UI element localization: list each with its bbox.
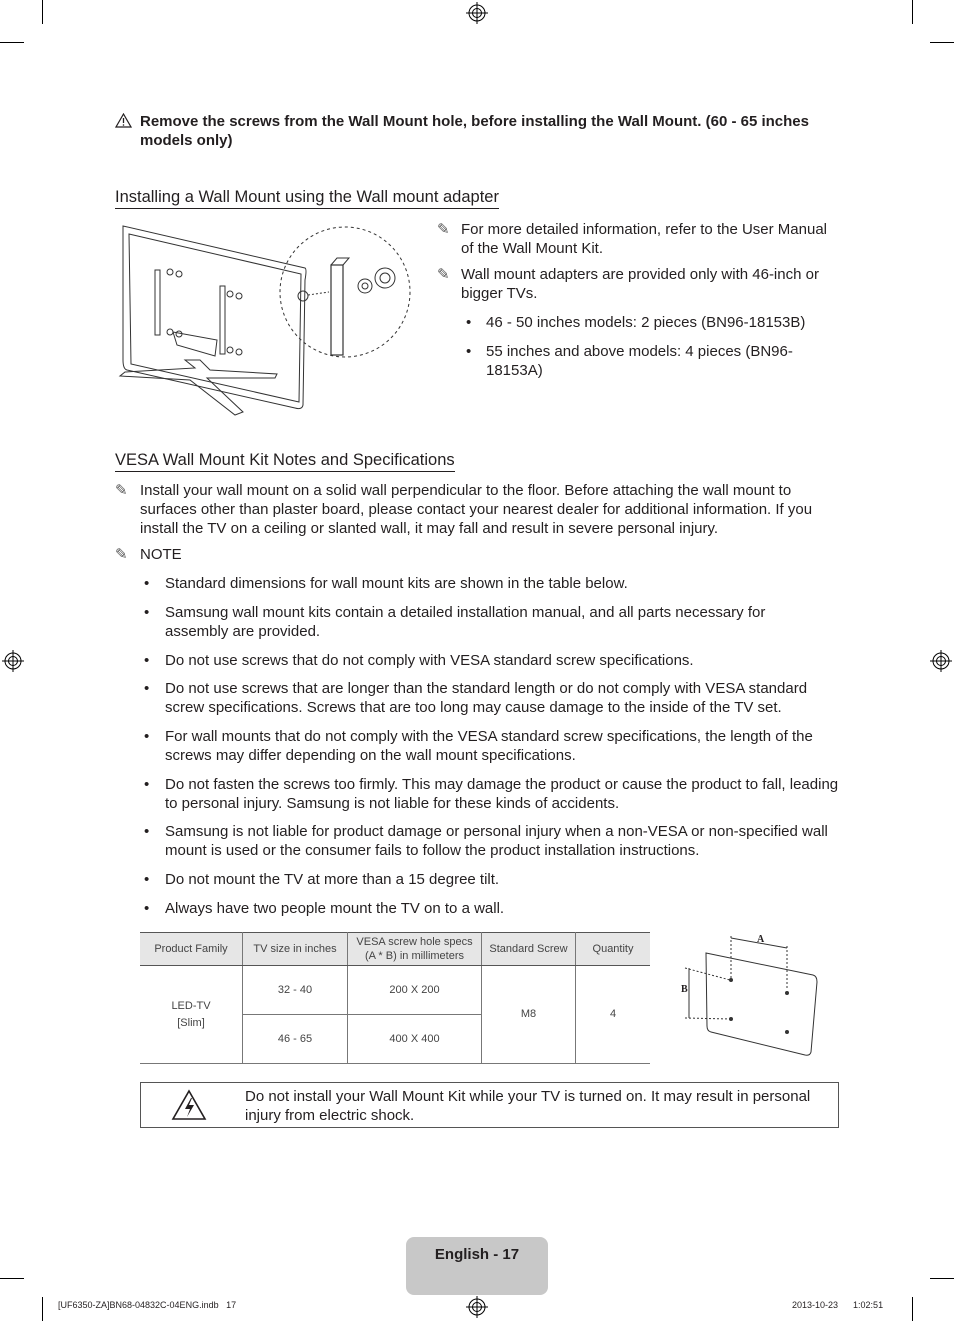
warning-box [140,1082,839,1128]
bullet-icon: • [466,314,472,331]
bullet-icon: • [144,823,150,840]
section-heading-vesa: VESA Wall Mount Kit Notes and Specifications [115,450,455,472]
table-row [140,966,650,1015]
registration-mark-icon [466,2,488,24]
list-item: Do not use screws that do not comply with VESA standard screw specifications. [165,652,694,669]
list-item: 46 - 50 inches models: 2 pieces (BN96-18153B) [486,314,806,331]
table-cell-screw: M8 [482,966,576,1064]
registration-mark-icon [2,650,24,672]
table-header: Product Family [140,933,243,966]
page-number: English - 17 [434,1246,520,1263]
list-item: Do not fasten the screws too firmly. This may damage the product or cause the product to fall, leading to personal injury. Samsung is not liable for these kinds of accidents. [165,776,839,812]
table-cell-quantity: 4 [576,966,651,1064]
bullet-icon: • [144,900,150,917]
footer-file-name: [UF6350-ZA]BN68-04832C-04ENG.indb 17 [58,1300,237,1310]
list-item: Always have two people mount the TV on to a wall. [165,900,505,917]
bullet-icon: • [144,680,150,697]
table-cell-vesa: 400 X 400 [348,1015,482,1064]
note-pencil-icon: ✎ [437,221,450,238]
table-cell-vesa: 200 X 200 [348,966,482,1015]
table-cell-size: 46 - 65 [243,1015,348,1064]
section-heading-wall-mount-adapter: Installing a Wall Mount using the Wall mount adapter [115,187,499,209]
note-text: Wall mount adapters are provided only with 46-inch or bigger TVs. [461,266,819,302]
note-pencil-icon: ✎ [115,482,128,499]
vesa-dimension-diagram [675,928,825,1058]
list-item: 55 inches and above models: 4 pieces (BN96-18153A) [486,343,793,379]
footer-timestamp: 2013-10-23 1:02:51 [792,1300,884,1310]
bullet-icon: • [144,776,150,793]
page-number-tab [406,1237,548,1295]
bullet-icon: • [144,604,150,621]
bullet-icon: • [466,343,472,360]
list-item: Do not use screws that are longer than the standard length or do not comply with VESA standard screw specifications. Screws that are too long may cause damage to the inside of the TV set. [165,680,808,716]
list-item: Samsung wall mount kits contain a detailed installation manual, and all parts necessary for assembly are provided. [165,604,766,640]
wall-mount-adapter-illustration [115,220,415,420]
list-item: Samsung is not liable for product damage or personal injury when a non-VESA or non-specified wall mount is used or the consumer fails to follow the product installation instructions. [165,823,828,859]
registration-mark-icon [466,1296,488,1318]
list-item: Do not mount the TV at more than a 15 degree tilt. [165,871,500,888]
caution-text: Remove the screws from the Wall Mount hole, before installing the Wall Mount. (60 - 65 inches models only) [140,113,809,149]
dimension-label-b: B [681,984,688,995]
family-line: LED-TV [171,999,211,1012]
list-item: For wall mounts that do not comply with the VESA standard screw specifications, the length of the screws may differ depending on the wall mount specifications. [165,728,813,764]
warning-text: Do not install your Wall Mount Kit while your TV is turned on. It may result in personal injury from electric shock. [245,1088,811,1124]
caution-triangle-icon [115,113,132,128]
table-header: VESA screw hole specs (A * B) in millimeters [348,933,482,966]
dimension-label-a: A [757,934,765,945]
intro-paragraph: Install your wall mount on a solid wall perpendicular to the floor. Before attaching the wall mount to surfaces other than plaster board, please contact your nearest dealer for additional information. If you install the TV on a ceiling or slanted wall, it may fall and result in severe personal injury. [140,482,813,537]
bullet-icon: • [144,575,150,592]
note-label: NOTE [140,546,182,563]
note-pencil-icon: ✎ [115,546,128,563]
table-header: Standard Screw [482,933,576,966]
list-item: Standard dimensions for wall mount kits are shown in the table below. [165,575,628,592]
table-header: Quantity [576,933,651,966]
table-header: TV size in inches [243,933,348,966]
bullet-icon: • [144,871,150,888]
table-cell-size: 32 - 40 [243,966,348,1015]
registration-mark-icon [930,650,952,672]
vesa-spec-table [140,932,650,1064]
electric-shock-warning-icon [171,1089,207,1121]
table-header-row [140,933,650,966]
note-pencil-icon: ✎ [437,266,450,283]
bullet-icon: • [144,652,150,669]
bullet-icon: • [144,728,150,745]
note-text: For more detailed information, refer to the User Manual of the Wall Mount Kit. [461,221,827,257]
family-line: [Slim] [177,1016,205,1029]
table-cell-family [140,966,243,1064]
